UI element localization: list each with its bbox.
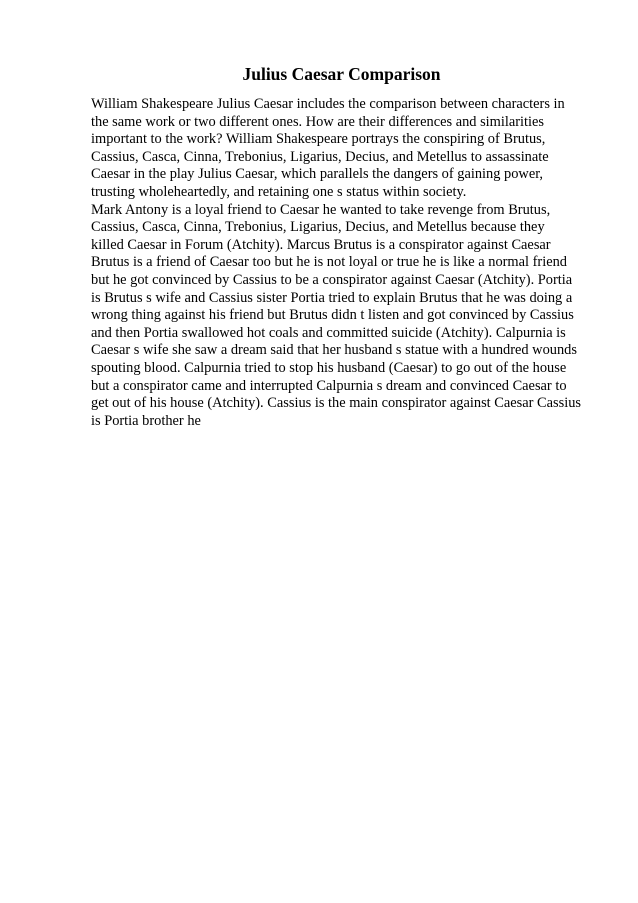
body-line: is Brutus s wife and Cassius sister Portia tried to explain Brutus that he was doing a <box>91 289 573 306</box>
body-line: Mark Antony is a loyal friend to Caesar he wanted to take revenge from Brutus, <box>91 201 551 218</box>
body-line: spouting blood. Calpurnia tried to stop his husband (Caesar) to go out of the house <box>91 359 567 376</box>
body-line: Cassius, Casca, Cinna, Trebonius, Ligarius, Decius, and Metellus because they <box>91 219 545 236</box>
body-line: important to the work? William Shakespeare portrays the conspiring of Brutus, <box>91 131 546 148</box>
document-body <box>91 96 591 430</box>
body-line: and then Portia swallowed hot coals and committed suicide (Atchity). Calpurnia is <box>91 324 566 341</box>
body-line: trusting wholeheartedly, and retaining one s status within society. <box>91 183 467 200</box>
body-line: is Portia brother he <box>91 412 201 429</box>
body-line: but he got convinced by Cassius to be a conspirator against Caesar (Atchity). Portia <box>91 271 573 288</box>
body-line: wrong thing against his friend but Brutus didn t listen and got convinced by Cassius <box>91 307 574 324</box>
body-line: Caesar in the play Julius Caesar, which parallels the dangers of gaining power, <box>91 166 544 183</box>
document-title: Julius Caesar Comparison <box>242 64 441 84</box>
body-line: Cassius, Casca, Cinna, Trebonius, Ligarius, Decius, and Metellus to assassinate <box>91 148 549 165</box>
body-line: but a conspirator came and interrupted Calpurnia s dream and convinced Caesar to <box>91 377 567 394</box>
body-line: Brutus is a friend of Caesar too but he is not loyal or true he is like a normal friend <box>91 254 567 271</box>
body-line: killed Caesar in Forum (Atchity). Marcus Brutus is a conspirator against Caesar <box>91 236 551 253</box>
body-line: get out of his house (Atchity). Cassius is the main conspirator against Caesar Cassius <box>91 395 582 412</box>
body-line: the same work or two different ones. How are their differences and similarities <box>91 113 545 130</box>
body-line: Caesar s wife she saw a dream said that her husband s statue with a hundred wounds <box>91 342 577 359</box>
body-line: William Shakespeare Julius Caesar includes the comparison between characters in <box>91 96 565 112</box>
